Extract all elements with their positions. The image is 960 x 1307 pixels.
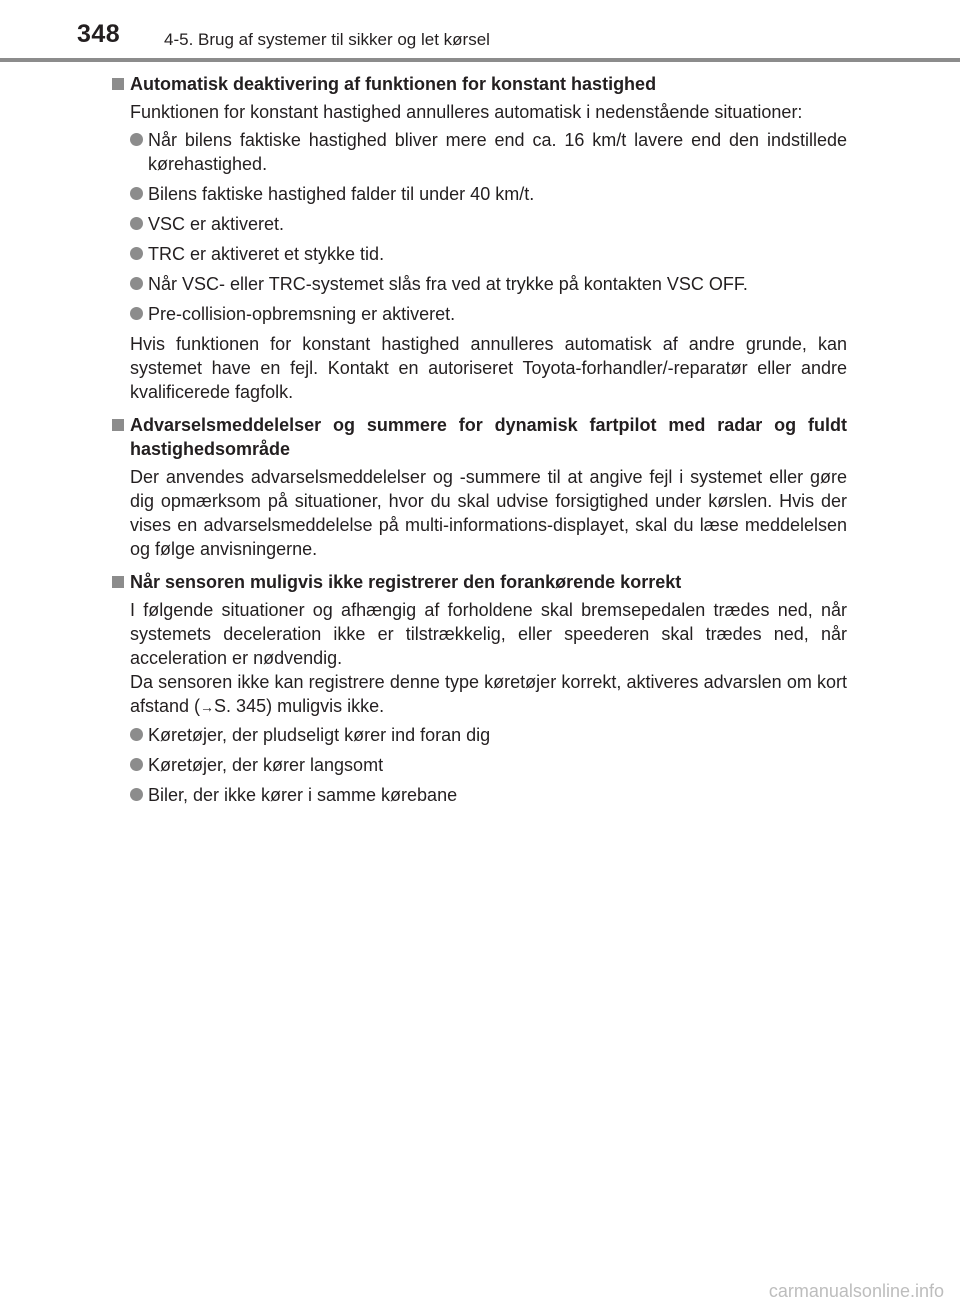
list-item-text: TRC er aktiveret et stykke tid. [148, 244, 385, 264]
section-body-reference [130, 670, 847, 719]
header-rule [0, 58, 960, 62]
list-item [130, 302, 847, 326]
body-text: I følgende situationer og afhængig af forholdene skal bremsepedalen trædes ned, når systemets deceleration ikke er tilstrækkelig, eller speederen skal trædes ned, når acceleration er nødvendig. [130, 600, 847, 668]
section-heading-text: Advarselsmeddelelser og summere for dynamisk fartpilot med radar og fuldt hastighedsområde [130, 415, 847, 459]
circle-bullet-icon [130, 788, 143, 801]
list-item-text: Når VSC- eller TRC-systemet slås fra ved at trykke på kontakten VSC OFF. [148, 274, 748, 294]
bullet-list [130, 128, 847, 326]
section-body [130, 598, 847, 670]
page-reference-link[interactable]: S. 345) muligvis ikke. [214, 696, 385, 716]
page-number: 348 [77, 20, 121, 48]
list-item [130, 242, 847, 266]
list-item [130, 212, 847, 236]
circle-bullet-icon [130, 758, 143, 771]
chapter-title: 4-5. Brug af systemer til sikker og let kørsel [164, 30, 490, 49]
square-bullet-icon [112, 419, 124, 431]
square-bullet-icon [112, 576, 124, 588]
list-item-text: Når bilens faktiske hastighed bliver mere end ca. 16 km/t lavere end den indstillede kørehastighed. [148, 130, 847, 174]
list-item [130, 128, 847, 176]
section-outro: Hvis funktionen for konstant hastighed annulleres automatisk af andre grunde, kan systemet have en fejl. Kontakt en autoriseret Toyota-forhandler/-reparatør eller andre kvalificerede fagfolk. [130, 334, 847, 402]
list-item-text: Bilens faktiske hastighed falder til under 40 km/t. [148, 184, 535, 204]
section-body: Der anvendes advarselsmeddelelser og -summere til at angive fejl i systemet eller gøre dig opmærksom på situationer, hvor du skal udvise forsigtighed under kørslen. Hvis der vises en advarselsmeddelelse på multi-informations-displayet, skal du læse meddelelsen og følge anvisningerne. [130, 467, 847, 559]
circle-bullet-icon [130, 217, 143, 230]
circle-bullet-icon [130, 133, 143, 146]
list-item-text: VSC er aktiveret. [148, 214, 285, 234]
page-header [0, 0, 960, 64]
section-heading [110, 413, 847, 461]
section-warning-messages [110, 413, 847, 561]
list-item [130, 272, 847, 296]
circle-bullet-icon [130, 277, 143, 290]
section-sensor-detection [110, 570, 847, 807]
section-intro: Funktionen for konstant hastighed annulleres automatisk i nedenstående situationer: [130, 102, 803, 122]
arrow-right-icon: → [200, 699, 215, 715]
body-text: Da sensoren ikke kan registrere denne type køretøjer korrekt, aktiveres advarslen om kort afstand ( [130, 672, 847, 716]
list-item-text: Pre-collision-opbremsning er aktiveret. [148, 304, 456, 324]
list-item [130, 783, 847, 807]
bullet-list [130, 723, 847, 807]
list-item-text: Køretøjer, der kører langsomt [148, 755, 384, 775]
section-heading [110, 570, 847, 594]
list-item-text: Køretøjer, der pludseligt kører ind foran dig [148, 725, 491, 745]
section-heading-text: Når sensoren muligvis ikke registrerer den forankørende korrekt [130, 572, 682, 592]
watermark: carmanualsonline.info [768, 1281, 944, 1301]
list-item [130, 753, 847, 777]
section-auto-deactivation [110, 72, 847, 404]
list-item [130, 723, 847, 747]
section-heading-text: Automatisk deaktivering af funktionen for konstant hastighed [130, 74, 657, 94]
page-content [110, 72, 847, 816]
list-item-text: Biler, der ikke kører i samme kørebane [148, 785, 458, 805]
list-item [130, 182, 847, 206]
circle-bullet-icon [130, 728, 143, 741]
circle-bullet-icon [130, 187, 143, 200]
circle-bullet-icon [130, 307, 143, 320]
section-heading [110, 72, 847, 96]
circle-bullet-icon [130, 247, 143, 260]
square-bullet-icon [112, 78, 124, 90]
